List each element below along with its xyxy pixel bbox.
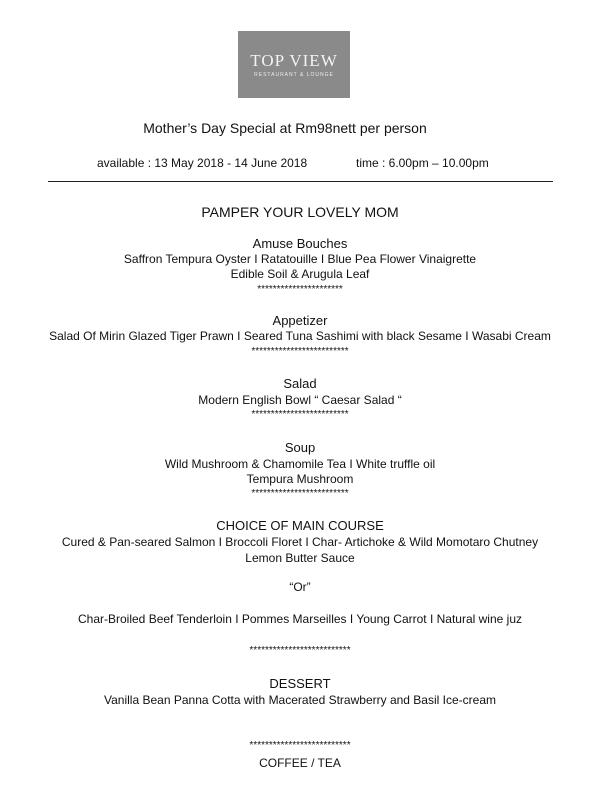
service-time: time : 6.00pm – 10.00pm	[356, 156, 489, 170]
closing-coffee-tea: COFFEE / TEA	[259, 756, 341, 770]
divider-line	[48, 181, 553, 182]
main-line-3: Char-Broiled Beef Tenderloin I Pommes Marseilles I Young Carrot I Natural wine juz	[78, 612, 522, 626]
section-heading-appetizer: Appetizer	[272, 313, 328, 328]
tagline: PAMPER YOUR LOVELY MOM	[201, 204, 399, 220]
availability-dates: available : 13 May 2018 - 14 June 2018	[97, 156, 308, 170]
amuse-line-2: Edible Soil & Arugula Leaf	[230, 267, 370, 281]
soup-line-1: Wild Mushroom & Chamomile Tea I White truffle oil	[164, 457, 436, 471]
menu-title: Mother’s Day Special at Rm98nett per person	[143, 120, 427, 136]
section-heading-amuse: Amuse Bouches	[252, 236, 348, 251]
amuse-line-1: Saffron Tempura Oyster I Ratatouille I Blue Pea Flower Vinaigrette	[123, 252, 477, 266]
dessert-line-1: Vanilla Bean Panna Cotta with Macerated Strawberry and Basil Ice-cream	[104, 693, 496, 707]
logo-subtitle: RESTAURANT & LOUNGE	[254, 71, 334, 78]
section-heading-main: CHOICE OF MAIN COURSE	[216, 518, 384, 533]
star-divider-salad: *************************	[251, 409, 349, 420]
star-divider-amuse: **********************	[257, 284, 343, 295]
star-divider-appetizer: *************************	[251, 346, 349, 357]
star-divider-main: **************************	[249, 645, 351, 656]
main-line-1: Cured & Pan-seared Salmon I Broccoli Floret I Char- Artichoke & Wild Momotaro Chutney	[61, 535, 539, 549]
salad-line-1: Modern English Bowl “ Caesar Salad “	[198, 393, 402, 407]
section-heading-dessert: DESSERT	[269, 676, 331, 691]
section-heading-soup: Soup	[284, 440, 316, 455]
star-divider-soup: *************************	[251, 488, 349, 499]
star-divider-dessert: **************************	[249, 740, 351, 751]
logo-name: TOP VIEW	[250, 50, 338, 70]
main-or: “Or”	[289, 580, 311, 594]
section-heading-salad: Salad	[283, 376, 317, 391]
soup-line-2: Tempura Mushroom	[246, 472, 354, 486]
logo	[238, 31, 350, 98]
appetizer-line-1: Salad Of Mirin Glazed Tiger Prawn I Seared Tuna Sashimi with black Sesame I Wasabi Cream	[49, 329, 551, 343]
main-line-2: Lemon Butter Sauce	[245, 551, 355, 565]
